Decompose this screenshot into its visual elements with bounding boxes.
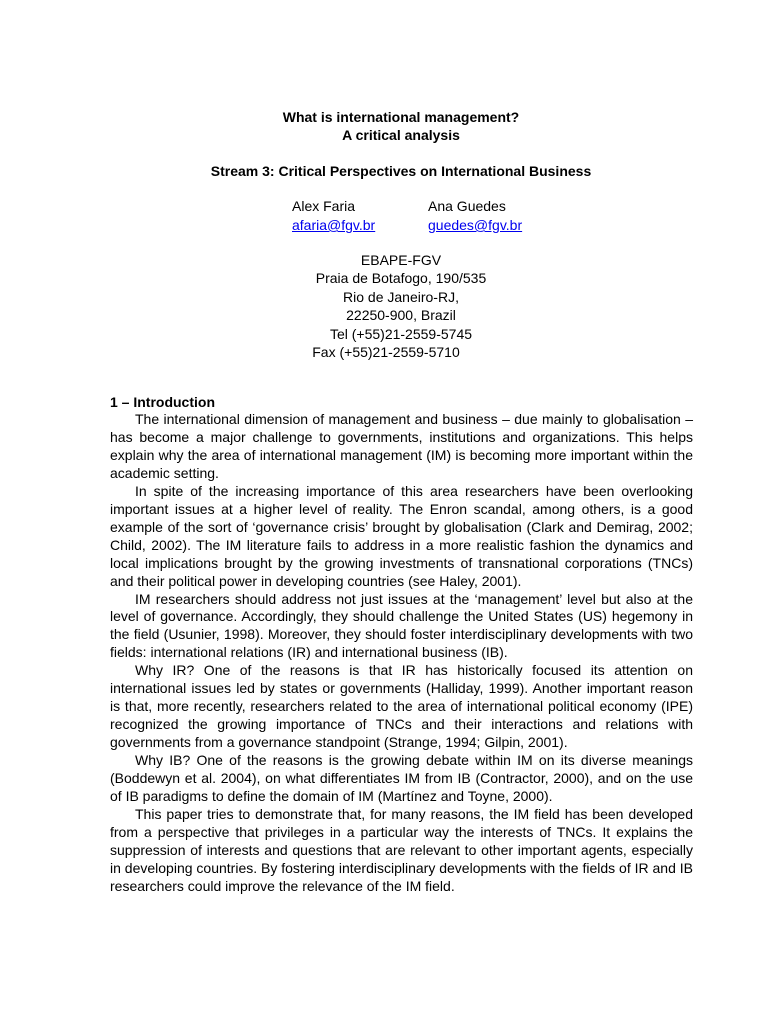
affiliation-city: Rio de Janeiro-RJ, <box>343 288 459 305</box>
author-name: Alex Faria <box>292 198 356 214</box>
affiliation-institution: EBAPE-FGV <box>360 252 442 268</box>
paragraph: This paper tries to demonstrate that, for many reasons, the IM field has been developed from a perspective that privileges in a particular way the interests of TNCs. It explains the suppression of interests and questions that are relevant to other important agents, especially in developing countries. By fostering interdisciplinary developments with the fields of IR and IB researchers could improve the relevance of the IM field. <box>110 805 693 894</box>
affiliation-street: Praia de Botafogo, 190/535 <box>315 270 487 287</box>
paragraph: Why IR? One of the reasons is that IR has historically focused its attention on international issues led by states or governments (Halliday, 1999). Another important reason is that, more recently, researchers related to the area of international political economy (IPE) recognized the growing importance of TNCs and their interactions and relations with governments from a governance standpoint (Strange, 1994; Gilpin, 2001). <box>110 662 693 751</box>
stream-heading: Stream 3: Critical Perspectives on International Business <box>210 163 592 179</box>
paper-title-line-2: A critical analysis <box>342 127 460 143</box>
paragraph: Why IB? One of the reasons is the growing debate within IM on its diverse meanings (Boddewyn et al. 2004), on what differentiates IM from IB (Contractor, 2000), and on the use of IB paradigms to define the domain of IM (Martínez and Toyne, 2000). <box>110 752 693 805</box>
author-name: Ana Guedes <box>428 198 506 214</box>
paragraph: In spite of the increasing importance of this area researchers have been overlooking important issues at a higher level of reality. The Enron scandal, among others, is a good example of the sort of ‘governance crisis’ brought by globalisation (Clark and Demirag, 2002; Child, 2002). The IM literature fails to address in a more realistic fashion the dynamics and local implications brought by the growing investments of transnational corporations (TNCs) and their political power in developing countries (see Haley, 2001). <box>110 482 693 589</box>
affiliation-tel: Tel (+55)21-2559-5745 <box>329 325 473 342</box>
paragraph: The international dimension of management and business – due mainly to globalisation – has become a major challenge to governments, institutions and organizations. This helps explain why the area of international management (IM) is becoming more important within the academic setting. <box>110 411 693 481</box>
section-heading: 1 – Introduction <box>110 394 215 410</box>
author-email-link[interactable]: guedes@fgv.br <box>428 217 523 233</box>
author-block-1 <box>292 197 375 235</box>
paper-title-line-1: What is international management? <box>282 109 520 125</box>
affiliation-block <box>0 251 768 361</box>
author-block-2 <box>428 197 522 235</box>
author-email-link[interactable]: afaria@fgv.br <box>292 217 376 233</box>
affiliation-fax: Fax (+55)21-2559-5710 <box>312 344 460 361</box>
affiliation-postal: 22250-900, Brazil <box>346 307 456 324</box>
body-text <box>110 411 693 896</box>
paper-title <box>0 108 768 144</box>
paragraph: IM researchers should address not just issues at the ‘management’ level but also at the level of governance. Accordingly, they should challenge the United States (US) hegemony in the field (Usunier, 1998). Moreover, they should foster interdisciplinary developments with two fields: international relations (IR) and international business (IB). <box>110 590 693 661</box>
